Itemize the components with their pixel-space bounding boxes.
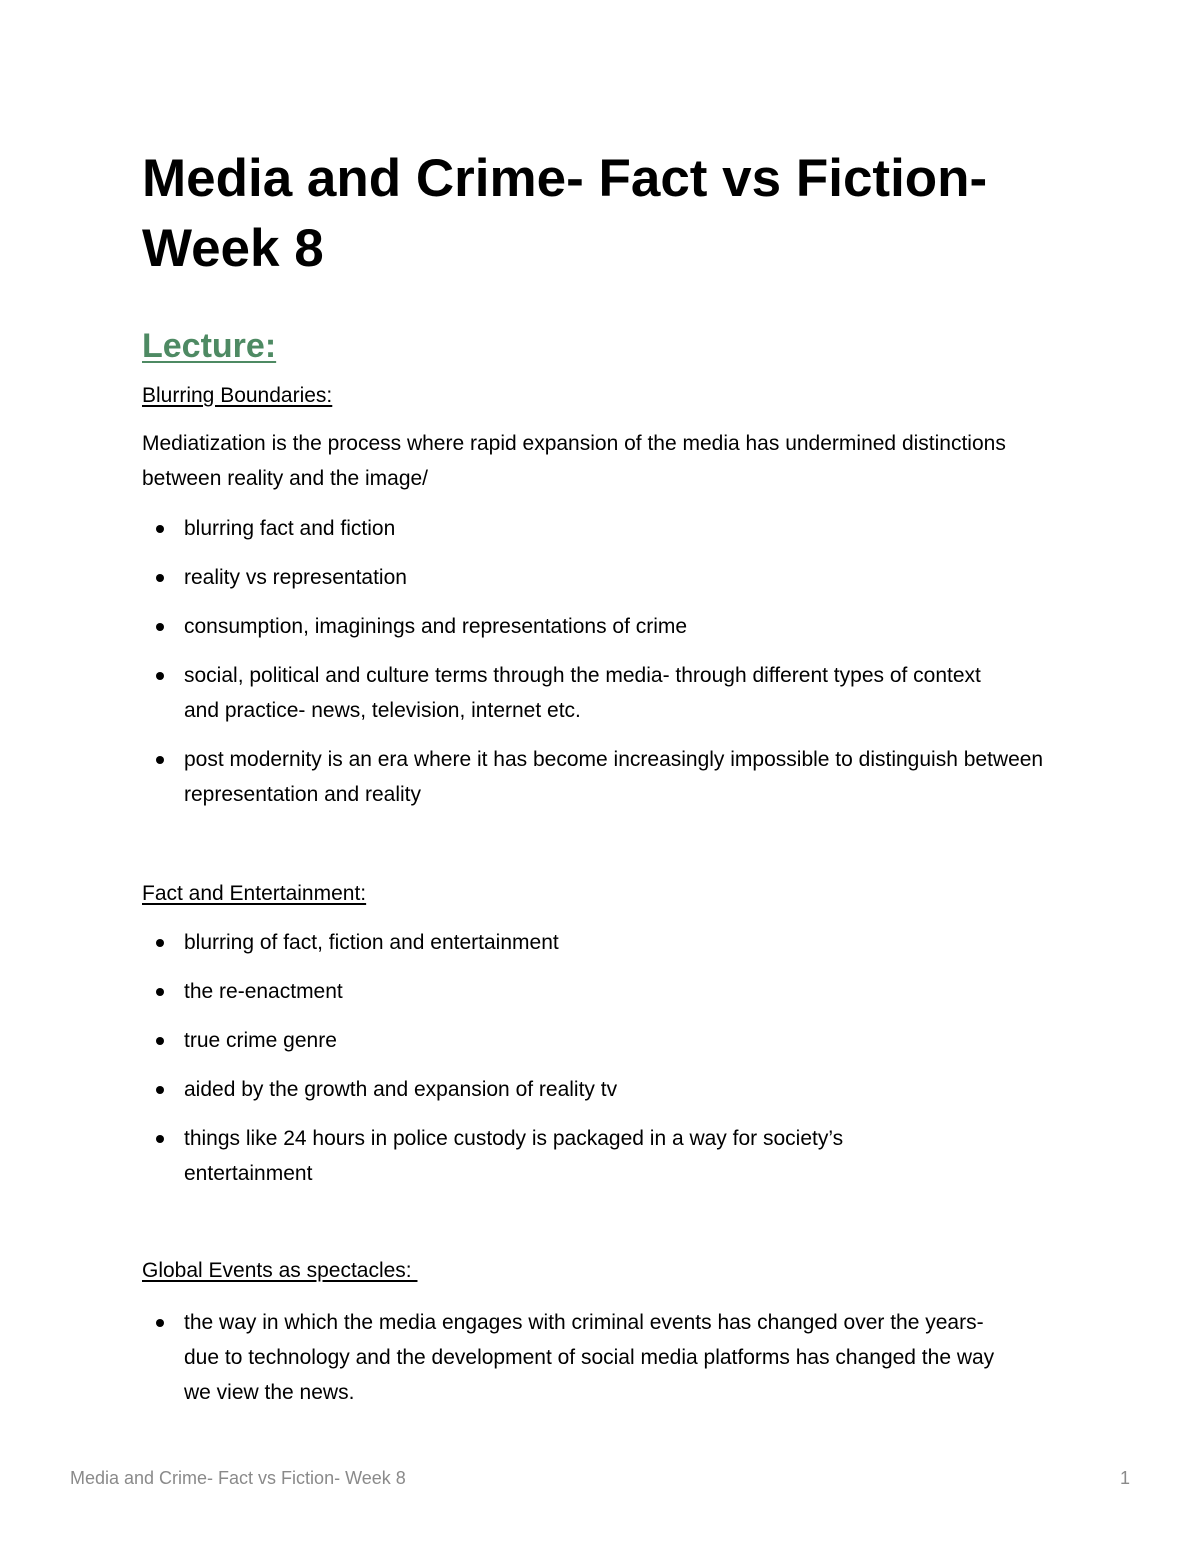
list-item — [142, 609, 1072, 644]
bullet-list-global-events — [142, 1305, 1022, 1424]
list-item — [142, 1121, 942, 1191]
list-item — [142, 925, 942, 960]
bullet-list-fact-and-entertainment — [142, 925, 942, 1205]
list-item — [142, 974, 942, 1009]
bullet-dot-icon — [156, 1037, 164, 1045]
bullet-dot-icon — [156, 623, 164, 631]
bullet-dot-icon — [156, 1319, 164, 1327]
page-footer — [70, 1465, 1130, 1491]
list-item-text: reality vs representation — [184, 566, 407, 589]
list-item — [142, 560, 1072, 595]
list-item-text: blurring of fact, fiction and entertainment — [184, 931, 559, 954]
list-item-text: post modernity is an era where it has become increasingly impossible to distinguish between representation and reality — [184, 748, 1044, 806]
bullet-dot-icon — [156, 756, 164, 764]
list-item — [142, 742, 1072, 812]
list-item-text: aided by the growth and expansion of reality tv — [184, 1078, 618, 1101]
list-item-text: the way in which the media engages with criminal events has changed over the years- due to technology and the development of social media platforms has changed the way we view the news. — [184, 1311, 995, 1404]
list-item-text: consumption, imaginings and representations of crime — [184, 615, 688, 638]
subheading-global-events: Global Events as spectacles: — [142, 1259, 418, 1282]
list-item-text: the re-enactment — [184, 980, 343, 1003]
list-item-text: things like 24 hours in police custody is packaged in a way for society’s entertainment — [184, 1127, 844, 1185]
list-item-text: social, political and culture terms through the media- through different types of context and practice- news, television, internet etc. — [184, 664, 981, 722]
paragraph-mediatization: Mediatization is the process where rapid expansion of the media has undermined distinctions between reality and the image/ — [142, 432, 1006, 490]
bullet-dot-icon — [156, 1086, 164, 1094]
subheading-fact-and-entertainment: Fact and Entertainment: — [142, 882, 367, 905]
list-item-text: blurring fact and fiction — [184, 517, 396, 540]
bullet-dot-icon — [156, 988, 164, 996]
bullet-dot-icon — [156, 939, 164, 947]
footer-page-number: 1 — [1119, 1468, 1130, 1488]
bullet-list-blurring-boundaries — [142, 511, 1072, 826]
list-item — [142, 658, 1072, 728]
bullet-dot-icon — [156, 574, 164, 582]
list-item-text: true crime genre — [184, 1029, 337, 1052]
section-heading-lecture: Lecture: — [142, 327, 277, 365]
list-item — [142, 1072, 942, 1107]
subheading-blurring-boundaries: Blurring Boundaries: — [142, 384, 333, 407]
document-title: Media and Crime- Fact vs Fiction- Week 8 — [142, 149, 988, 278]
bullet-dot-icon — [156, 1135, 164, 1143]
bullet-dot-icon — [156, 525, 164, 533]
bullet-dot-icon — [156, 672, 164, 680]
list-item — [142, 1305, 1022, 1410]
list-item — [142, 1023, 942, 1058]
list-item — [142, 511, 1072, 546]
footer-title: Media and Crime- Fact vs Fiction- Week 8 — [70, 1468, 406, 1488]
